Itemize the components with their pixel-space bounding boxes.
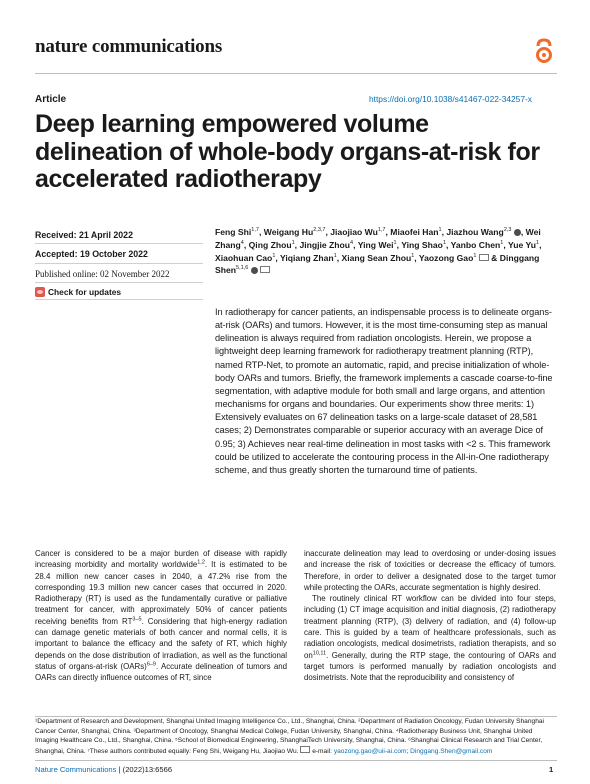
divider <box>35 299 203 300</box>
author-affiliation-sup: 1 <box>438 227 442 234</box>
author-affiliation-sup: 1,7 <box>251 227 259 234</box>
open-access-icon <box>533 38 555 64</box>
author-affiliation-sup: 4 <box>350 239 354 246</box>
body-paragraph: Cancer is considered to be a major burden of disease with rapidly increasing morbidity and mortality worldwide$^{1,2}$. It is estimated to be 28.4 million new cancer cases in 2040, a 47.2% rise from the corresponding 19.3 million new cancer cases that occurred in 2020. Radiotherapy (RT) is used as the fundamentally curative or palliative treatment for cancer, with approximately 50% of cancer patients receiving benefits from RT$^{3-5}$. Considering that high-energy radiation can damage genetic materials of both cancer and normal cells, it is important to balance the efficacy and the safety of RT, which highly depends on the dose distribution of irradiation, as well as the functional status of organs-at-risk (OARs)$^{6-9}$. Accurate delineation of tumors and OARs can directly influence outcomes of RT, since <box>35 549 287 683</box>
received-date: Received: 21 April 2022 <box>35 230 133 240</box>
author-name[interactable]: Ying Shao <box>401 239 443 250</box>
divider <box>35 263 203 264</box>
footer-journal: Nature Communications <box>35 765 117 774</box>
article-type: Article <box>35 94 67 105</box>
author-name[interactable]: Yiqiang Zhan <box>280 252 334 263</box>
author-affiliation-sup: 1 <box>272 252 276 259</box>
author-affiliation-sup: 1 <box>291 239 295 246</box>
orcid-icon[interactable] <box>251 267 258 274</box>
email-icon <box>300 746 310 753</box>
author-name[interactable]: Miaofei Han <box>390 227 439 237</box>
footer-volume: | (2022)13:6566 <box>116 765 173 774</box>
email-link[interactable]: Dinggang.Shen@gmail.com <box>410 747 493 755</box>
author-affiliation-sup: 1 <box>536 239 540 246</box>
author-affiliation-sup: 1,7 <box>377 227 386 234</box>
divider <box>35 282 203 283</box>
author-name[interactable]: Feng Shi <box>215 227 252 237</box>
author-name[interactable]: Wei Zhang <box>215 227 541 250</box>
check-updates-icon <box>35 287 45 297</box>
author-affiliation-sup: 1 <box>473 252 477 259</box>
orcid-icon[interactable] <box>514 229 521 236</box>
author-name[interactable]: Jingjie Zhou <box>299 239 351 250</box>
check-updates-label: Check for updates <box>48 287 122 297</box>
author-name[interactable]: Xiaohuan Cao <box>215 252 273 263</box>
published-date: Published online: 02 November 2022 <box>35 269 170 279</box>
author-affiliation-sup: 2,3 <box>503 227 512 234</box>
footer-citation <box>35 765 172 774</box>
author-affiliation-sup: 5,1,6 <box>236 265 249 272</box>
author-affiliation-sup: 1 <box>411 252 415 259</box>
email-icon[interactable] <box>260 266 270 273</box>
author-name[interactable]: Ying Wei <box>357 239 394 250</box>
author-affiliation-sup: 1 <box>442 239 446 246</box>
author-affiliation-sup: 1 <box>500 239 504 246</box>
page-number: 1 <box>549 765 554 774</box>
abstract: In radiotherapy for cancer patients, an indispensable process is to delineate organs-at-risk (OARs) and tumors. However, it is the most time-consuming step as manual delineation is always required from radiation oncologists. Herein, we propose a lightweight deep learning framework for radiotherapy treatment planning (RTP), named RTP-Net, to promote an automatic, rapid, and precise initialization of whole-body OARs and tumors. Briefly, the framework implements a cascade coarse-to-fine segmentation, with adaptive module for both small and large organs, and attention mechanisms for organs and boundaries. Our experiments show three merits: 1) Extensively evaluates on 67 delineation tasks on a large-scale dataset of 28,581 cases; 2) Demonstrates comparable or superior accuracy with an average Dice of 0.95; 3) Achieves near real-time delineation in most tasks with <2 s. This framework could be utilized to accelerate the contouring process in the All-in-One radiotherapy scheme, and thus greatly shorten the turnaround time of patients. <box>215 307 553 475</box>
author-list: Feng Shi$^{1,7}$, Weigang Hu$^{2,3,7}$, Jiaojiao Wu$^{1,7}$, Miaofei Han$^1$, Jiazhou Wang$^{2,3}$ , Wei Zhang$^4$, Qing Zhou$^1$, Jingjie Zhou$^4$, Ying Wei$^1$, Ying Shao$^1$, Yanbo Chen$^1$, Yue Yu$^1$, Xiaohuan Cao$^1$, Yiqiang Zhan$^1$, Xiang Sean Zhou$^1$, Yaozong Gao$^1$ & Dinggang Shen$^{5,1,6}$ <box>215 227 542 276</box>
journal-name: nature communications <box>35 36 223 57</box>
email-icon[interactable] <box>479 254 489 261</box>
author-name[interactable]: Yanbo Chen <box>450 239 501 250</box>
body-column-left <box>35 548 287 684</box>
body-column-right <box>304 548 556 684</box>
header-rule <box>35 73 557 74</box>
article-title: Deep learning empowered volume delineation of whole-body organs-at-risk for accelerated radiotherapy <box>35 110 540 193</box>
author-affiliation-sup: 4 <box>240 239 244 246</box>
accepted-date: Accepted: 19 October 2022 <box>35 249 148 259</box>
author-name[interactable]: Qing Zhou <box>248 239 292 250</box>
author-name[interactable]: Xiang Sean Zhou <box>341 252 412 263</box>
doi-link[interactable]: https://doi.org/10.1038/s41467-022-34257-x <box>369 94 532 104</box>
affiliations: ¹Department of Research and Development, Shanghai United Imaging Intelligence Co., Ltd., Shanghai, China. ²Department of Radiation Oncology, Fudan University Shanghai Cancer Center, Shanghai, China. ³Department of Oncology, Shanghai Medical College, Fudan University, Shanghai, China. ⁴Radiotherapy Business Unit, Shanghai United Imaging Healthcare Co., Ltd., Shanghai, China. ⁵School of Biomedical Engineering, ShanghaiTech University, Shanghai, China. ⁶Shanghai Clinical Research and Trial Center, Shanghai, China. ⁷These authors contributed equally: Feng Shi, Weigang Hu, Jiaojiao Wu. e-mail: yaozong.gao@uii-ai.com; Dinggang.Shen@gmail.com <box>35 718 544 755</box>
author-name[interactable]: Jiazhou Wang <box>446 227 504 237</box>
footer-rule <box>35 760 557 761</box>
author-name[interactable]: Yaozong Gao <box>418 252 474 263</box>
author-name[interactable]: Yue Yu <box>507 239 537 250</box>
author-name[interactable]: Dinggang Shen <box>215 252 540 276</box>
body-paragraph: The routinely clinical RT workflow can be divided into four steps, including (1) CT image acquisition and initial diagnosis, (2) radiotherapy treatment planning (RTP), (3) delivery of radiation, and (4) follow-up care. This is guided by a team of healthcare professionals, such as radiation oncologists, medical dosimetrists, radiation therapists, and so on$^{10,11}$. Generally, during the RTP stage, the contouring of OARs and target tumors is performed manually by radiation oncologists and dosimetrists. Note that the reproducibility and consistency of <box>304 594 556 683</box>
check-for-updates-button[interactable] <box>35 287 121 297</box>
author-affiliation-sup: 1 <box>333 252 337 259</box>
author-name[interactable]: Jiaojiao Wu <box>330 227 378 237</box>
author-name[interactable]: Weigang Hu <box>263 227 314 237</box>
body-paragraph: inaccurate delineation may lead to overdosing or under-dosing issues and increase the risk of toxicities or decrease the efficacy of tumors. Therefore, in order to deliver a designated dose to the target tumor while protecting the OARs, accurate segmentation is highly desired. <box>304 549 556 592</box>
email-link[interactable]: yaozong.gao@uii-ai.com <box>333 747 407 755</box>
author-affiliation-sup: 2,3,7 <box>313 227 326 234</box>
divider <box>35 243 203 244</box>
author-affiliation-sup: 1 <box>393 239 397 246</box>
